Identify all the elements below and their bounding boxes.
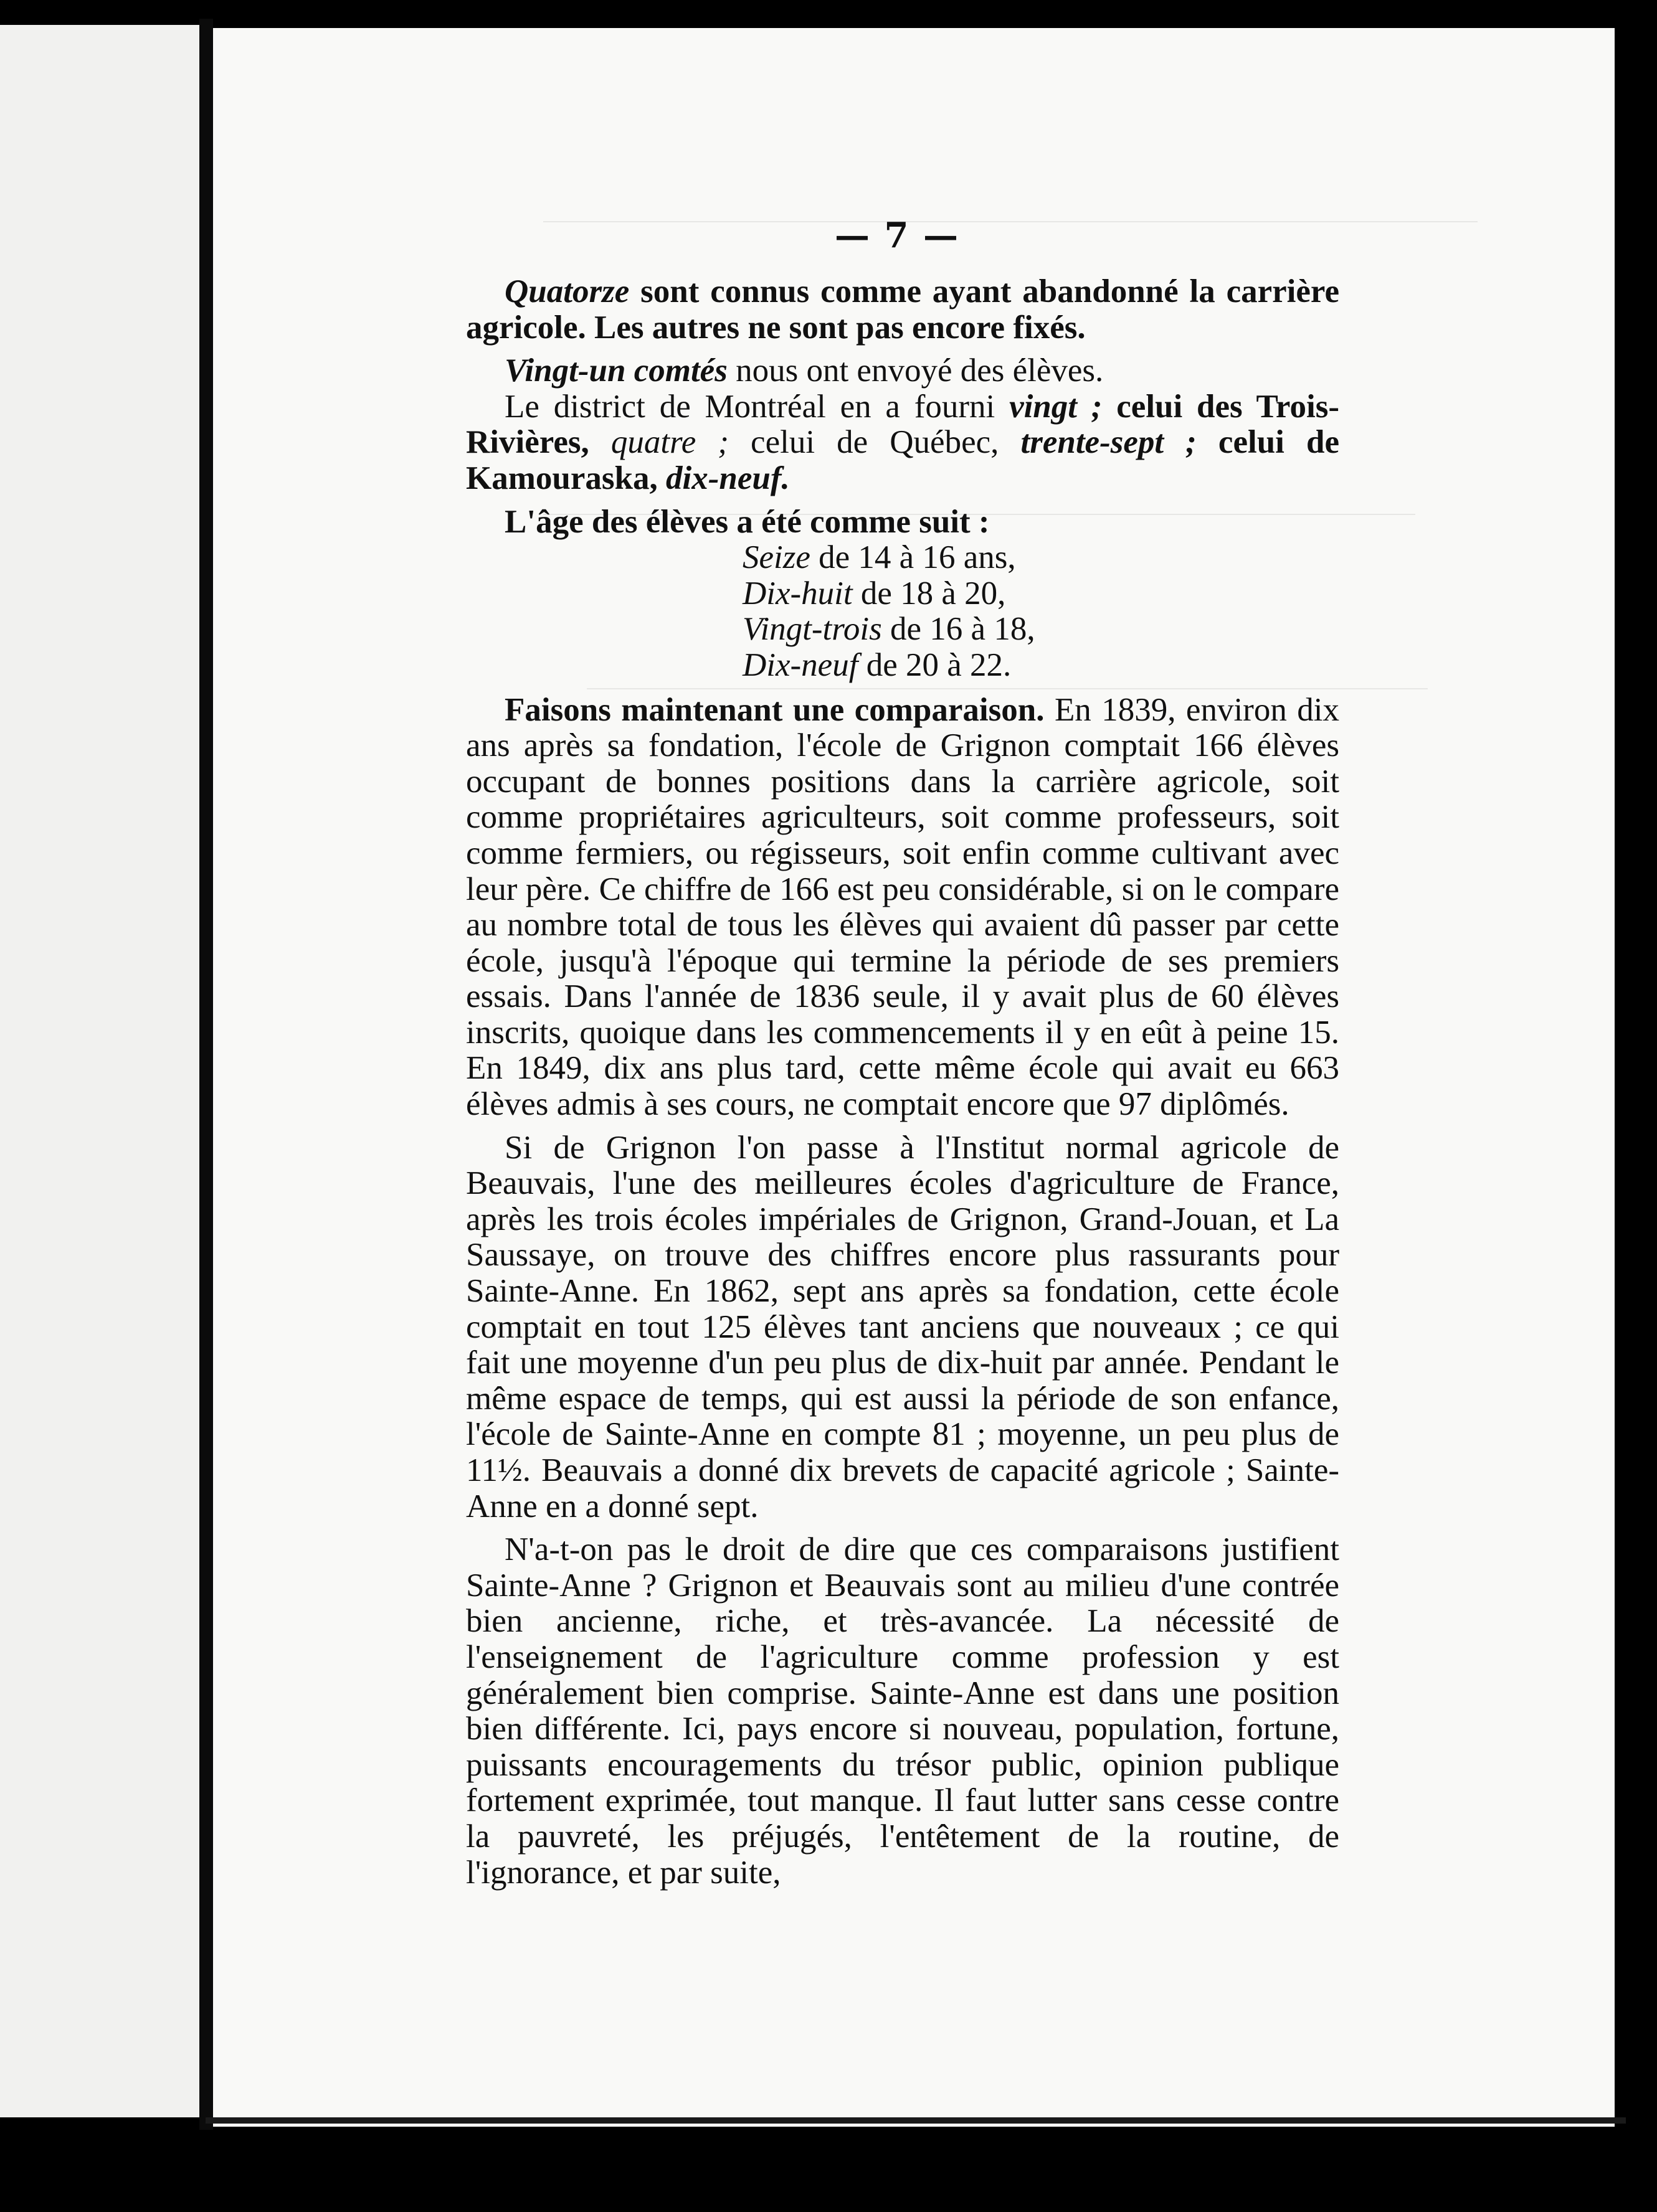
paragraph-3-value-1: vingt ; [1009, 388, 1103, 425]
paragraph-2-text: nous ont envoyé des élèves. [727, 352, 1104, 389]
age-label: Seize [743, 539, 810, 576]
paragraph-3-text-3: celui de Québec, [728, 424, 1021, 461]
page-number: — 7 — [835, 215, 959, 256]
paragraph-6: Si de Grignon l'on passe à l'Institut normal agricole de Beauvais, l'une des meilleures écoles d'agriculture de France, après les trois écoles impériales de Grignon, Grand-Jouan, et La Saussaye, on trouve des chiffres encore plus rassurants pour Sainte-Anne. En 1862, sept ans après sa fondation, cette école comptait en tout 125 élèves tant anciens que nouveaux ; ce qui fait une moyenne d'un peu plus de dix-huit par année. Pendant le même espace de temps, qui est aussi la période de son enfance, l'école de Sainte-Anne en compte 81 ; moyenne, un peu plus de 11½. Beauvais a donné dix brevets de capacité agricole ; Sainte-Anne en a donné sept. [466, 1129, 1339, 1524]
age-list-item [743, 612, 1339, 648]
paragraph-5 [466, 692, 1339, 1123]
paragraph-3-text-4: celui de Kamouraska, [466, 424, 1340, 496]
paragraph-3-value-3: trente-sept ; [1020, 424, 1197, 461]
age-list [743, 540, 1339, 683]
paragraph-5-text: En 1839, environ dix ans après sa fondation, l'école de Grignon comptait 166 élèves occupant de bonnes positions dans la carrière agricole, soit comme propriétaires agriculteurs, soit comme professeurs, soit comme fermiers, ou régisseurs, soit enfin comme cultivant avec leur père. Ce chiffre de 166 est peu considérable, si on le compare au nombre total de tous les élèves qui avaient dû passer par cette école, jusqu'à l'époque qui termine la période de ses premiers essais. Dans l'année de 1836 seule, il y avait plus de 60 élèves inscrits, quoique dans les commencements il y en eût à peine 15. En 1849, dix ans plus tard, cette même école qui avait eu 663 élèves admis à ses cours, ne comptait encore que 97 diplômés. [466, 691, 1339, 1123]
paragraph-3-text-2: celui des Trois-Rivières, [466, 388, 1339, 461]
age-label: Dix-huit [743, 575, 853, 612]
age-label: Dix-neuf [743, 646, 858, 683]
age-list-item [743, 648, 1339, 684]
paragraph-2 [466, 353, 1339, 389]
paragraph-2-lead: Vingt-un comtés [505, 352, 728, 389]
age-label: Vingt-trois [743, 611, 882, 648]
age-range: de 18 à 20, [852, 575, 1006, 612]
age-list-item [743, 540, 1339, 576]
paragraph-1 [466, 274, 1339, 346]
paragraph-7: N'a-t-on pas le droit de dire que ces comparaisons justifient Sainte-Anne ? Grignon et Beauvais sont au milieu d'une contrée bien ancienne, riche, et très-avancée. La nécessité de l'enseignement de l'agriculture comme profession y est généralement bien comprise. Sainte-Anne est dans une position bien différente. Ici, pays encore si nouveau, population, fortune, puissants encouragements du trésor public, opinion publique fortement exprimée, tout manque. Il faut lutter sans cesse contre la pauvreté, les préjugés, l'entêtement de la routine, de l'ignorance, et par suite, [466, 1531, 1339, 1891]
page-bottom-edge [206, 2117, 1626, 2124]
paragraph-1-lead: Quatorze [505, 273, 630, 310]
binding-gutter [199, 19, 213, 2130]
paragraph-5-lead: Faisons maintenant une comparaison. [505, 691, 1045, 728]
age-list-item [743, 576, 1339, 612]
paragraph-3-value-2: quatre ; [610, 424, 729, 461]
age-range: de 16 à 18, [881, 611, 1035, 648]
paragraph-1-text: sont connus comme ayant abandonné la carrière agricole. Les autres ne sont pas encore fixés. [466, 273, 1339, 346]
age-range: de 20 à 22. [858, 646, 1012, 683]
paragraph-4: L'âge des élèves a été comme suit : [505, 503, 990, 540]
paragraph-3 [466, 389, 1339, 497]
paragraph-3-value-4: dix-neuf. [665, 460, 790, 496]
paragraph-3-text-1: Le district de Montréal en a fourni [505, 388, 1010, 425]
age-range: de 14 à 16 ans, [810, 539, 1016, 576]
previous-page-edge [0, 25, 206, 2117]
body-text [466, 274, 1339, 1891]
